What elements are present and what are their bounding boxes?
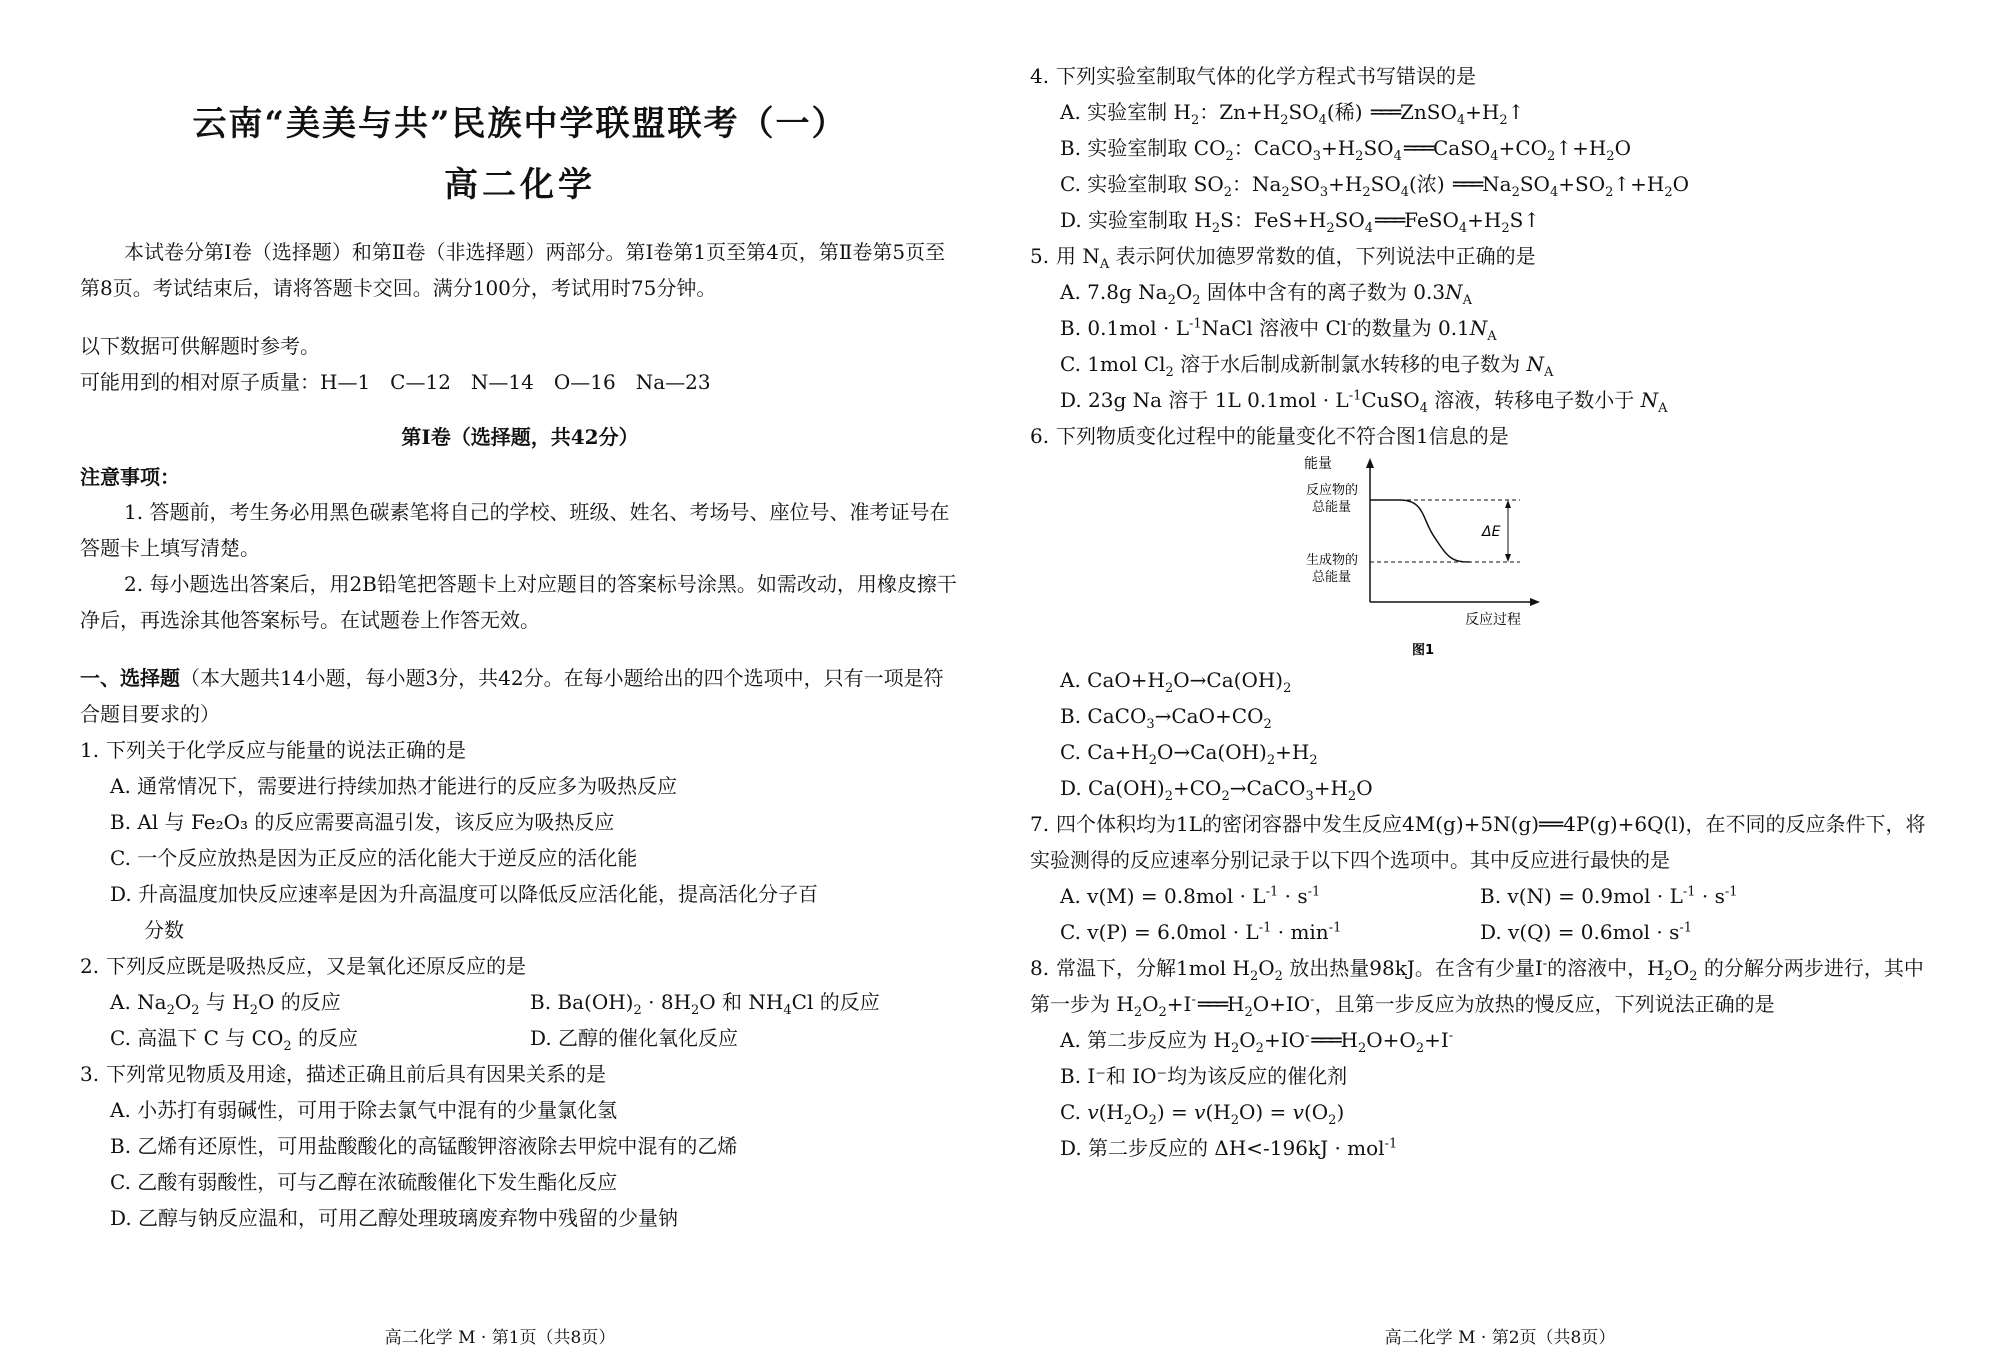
page-2 — [1000, 0, 2000, 1368]
reactant-label: 总能量 — [1312, 500, 1352, 515]
option-c: C. $Ca+H_2O\to Ca(OH)_2+H_2$ — [1060, 740, 1318, 768]
question-1 — [80, 732, 960, 948]
x-axis-arrow-icon — [1530, 598, 1540, 606]
part-label: 一、选择题 — [80, 666, 180, 690]
question-stem — [80, 948, 960, 984]
option-c: C. 实验室制取 $SO_2$：$Na_2SO_3+H_2SO_4$(浓) ═══ $Na_2SO_4+SO_2↑+H_2O$ — [1060, 172, 1690, 200]
part-description: （本大题共14小题，每小题3分，共42分。在每小题给出的四个选项中，只有一项是符合题目要求的） — [80, 666, 944, 726]
option-a: A. $CaO+H_2O\to Ca(OH)_2$ — [1060, 668, 1292, 696]
option-row — [110, 1020, 960, 1056]
delta-e-label: ΔE — [1482, 524, 1501, 540]
page-footer: 高二化学 M · 第1页（共8页） — [384, 1328, 616, 1348]
option-text: 的反应需要高温引发，该反应为吸热反应 — [248, 810, 615, 834]
option-b: B. 实验室制取 $CO_2$：$CaCO_3+H_2SO_4$ ═══ $CaSO_4+CO_2↑+H_2O$ — [1060, 136, 1631, 164]
notice-heading: 注意事项： — [80, 465, 180, 489]
option-a: A. 通常情况下，需要进行持续加热才能进行的反应多为吸热反应 — [110, 774, 678, 798]
question-text: 下列常见物质及用途，描述正确且前后具有因果关系的是 — [106, 1062, 606, 1086]
option-c: C. 1mol $Cl_2$ 溶于水后制成新制氯水转移的电子数为 $N_A$ — [1060, 352, 1554, 380]
question-stem: 8. 常温下，分解1mol $H_2O_2$ 放出热量98kJ。在含有少量I-的溶液中，$H_2O_2$ 的分解分两步进行，其中第一步为 $H_2O_2+I^-$ ═══ $H_2O+IO^-$，且第一步反应为放热的慢反应，下列说法正确的是 — [1030, 950, 1940, 1022]
question-text: 四个体积均为1L的密闭容器中发生反应4M(g)+5N(g)══4P(g)+6Q(l)，在不同的反应条件下，将实验测得的反应速率分别记录于以下四个选项中。其中反应进行最快的是 — [1030, 812, 1926, 872]
option-row — [1060, 878, 1940, 914]
option-b: B. Al 与 Fe₂O₃ 的反应需要高温引发，该反应为吸热反应 — [110, 810, 615, 834]
option-d: D. $Ca(OH)_2+CO_2\to CaCO_3+H_2O$ — [1060, 776, 1373, 804]
question-stem — [1030, 806, 1940, 878]
option-b: B. $Ba(OH)_2 \cdot 8H_2O$ 和 $NH_4Cl$ 的反应 — [530, 990, 880, 1018]
question-stem — [1030, 418, 1940, 454]
atomic-masses: 可能用到的相对原子质量：H—1 C—12 N—14 O—16 Na—23 — [80, 370, 711, 394]
question-5 — [1030, 238, 1940, 418]
question-stem: 5. 用 $N_A$ 表示阿伏加德罗常数的值，下列说法中正确的是 — [1030, 238, 1940, 274]
exam-intro: 本试卷分第Ⅰ卷（选择题）和第Ⅱ卷（非选择题）两部分。第Ⅰ卷第1页至第4页，第Ⅱ卷第5页至第8页。考试结束后，请将答题卡交回。满分100分，考试用时75分钟。 — [80, 240, 946, 300]
notice-item-1: 1. 答题前，考生务必用黑色碳素笔将自己的学校、班级、姓名、考场号、座位号、准考证号在答题卡上填写清楚。 — [80, 500, 950, 560]
option-d: D. 升高温度加快反应速率是因为升高温度可以降低反应活化能，提高活化分子百 — [110, 882, 819, 906]
option-d: D. 实验室制取 $H_2S$：$FeS+H_2SO_4$ ═══ $FeSO_4+H_2S↑$ — [1060, 208, 1541, 236]
product-label: 生成物的 — [1306, 553, 1359, 568]
question-text: 下列关于化学反应与能量的说法正确的是 — [106, 738, 466, 762]
option-b: B. $0.1mol \cdot L^{-1}NaCl$ 溶液中 Cl-的数量为 $0.1N_A$ — [1060, 316, 1497, 344]
question-text: 下列物质变化过程中的能量变化不符合图1信息的是 — [1056, 424, 1509, 448]
question-number: 2. — [80, 954, 100, 978]
y-axis-label: 能量 — [1304, 456, 1332, 472]
option-c: C. 一个反应放热是因为正反应的活化能大于逆反应的活化能 — [110, 846, 638, 870]
question-6 — [1030, 418, 1940, 806]
section-heading: 第Ⅰ卷（选择题，共42分） — [401, 425, 639, 449]
part-one-header — [80, 660, 960, 732]
question-number: 3. — [80, 1062, 100, 1086]
option-row — [1060, 914, 1940, 950]
option-a: A. $v(M) = 0.8mol \cdot L^{-1} \cdot s^{-1}$ — [1060, 884, 1321, 908]
option-d-continued: 分数 — [144, 918, 184, 942]
question-number: 4. — [1030, 64, 1050, 88]
exam-subtitle: 高二化学 — [444, 165, 596, 205]
option-d: D. 乙醇与钠反应温和，可用乙醇处理玻璃废弃物中残留的少量钠 — [110, 1206, 679, 1230]
question-number: 8. — [1030, 956, 1050, 980]
question-stem — [1030, 58, 1940, 94]
reactant-label: 反应物的 — [1306, 483, 1359, 498]
option-d: D. 23g Na 溶于 1L $0.1mol \cdot L^{-1}CuSO_4$ 溶液，转移电子数小于 $N_A$ — [1060, 388, 1668, 416]
question-number: 6. — [1030, 424, 1050, 448]
option-b: B. $CaCO_3\to CaO+CO_2$ — [1060, 704, 1272, 732]
question-number: 5. — [1030, 244, 1050, 268]
question-number: 1. — [80, 738, 100, 762]
energy-curve — [1370, 500, 1470, 562]
question-8 — [1030, 950, 1940, 1166]
question-3 — [80, 1056, 960, 1236]
notice-item-2: 2. 每小题选出答案后，用2B铅笔把答题卡上对应题目的答案标号涂黑。如需改动，用橡皮擦干净后，再选涂其他答案标号。在试题卷上作答无效。 — [80, 572, 957, 632]
option-a: A. 实验室制 $H_2$：$Zn+H_2SO_4$(稀) ═══ $ZnSO_4+H_2↑$ — [1060, 100, 1525, 128]
figure-caption: 图1 — [1412, 643, 1435, 658]
option-a: A. 第二步反应为 $H_2O_2+IO^-$ ═══ $H_2O+O_2+I^-$ — [1060, 1028, 1454, 1056]
y-axis-arrow-icon — [1366, 458, 1374, 468]
question-2 — [80, 948, 960, 1056]
option-d: D. 第二步反应的 ΔH<-196kJ · mol$^{-1}$ — [1060, 1136, 1398, 1160]
question-7 — [1030, 806, 1940, 950]
arrow-up-icon — [1505, 500, 1511, 508]
question-stem — [80, 1056, 960, 1092]
question-stem — [80, 732, 960, 768]
arrow-down-icon — [1505, 554, 1511, 562]
product-label: 总能量 — [1312, 570, 1352, 585]
question-text: 下列反应既是吸热反应，又是氧化还原反应的是 — [106, 954, 526, 978]
option-b: B. I⁻和 IO⁻均为该反应的催化剂 — [1060, 1064, 1348, 1088]
option-b: B. $v(N) = 0.9mol \cdot L^{-1} \cdot s^{-1}$ — [1480, 884, 1738, 908]
option-c: C. 高温下 C 与 $CO_2$ 的反应 — [110, 1026, 359, 1054]
question-text: 下列实验室制取气体的化学方程式书写错误的是 — [1056, 64, 1476, 88]
option-row — [110, 984, 960, 1020]
reference-note: 以下数据可供解题时参考。 — [80, 334, 320, 358]
question-4 — [1030, 58, 1940, 238]
x-axis-label: 反应过程 — [1465, 612, 1521, 628]
energy-diagram — [1300, 456, 1540, 662]
page-footer: 高二化学 M · 第2页（共8页） — [1384, 1328, 1616, 1348]
option-a: A. 小苏打有弱碱性，可用于除去氯气中混有的少量氯化氢 — [110, 1098, 618, 1122]
question-number: 7. — [1030, 812, 1050, 836]
option-d: D. 乙醇的催化氧化反应 — [530, 1026, 739, 1050]
option-text: B. Al 与 Fe — [110, 810, 216, 834]
option-a: A. $Na_2O_2$ 与 $H_2O$ 的反应 — [110, 990, 341, 1018]
option-b: B. 乙烯有还原性，可用盐酸酸化的高锰酸钾溶液除去甲烷中混有的乙烯 — [110, 1134, 738, 1158]
option-c: C. 乙酸有弱酸性，可与乙醇在浓硫酸催化下发生酯化反应 — [110, 1170, 618, 1194]
option-d: D. $v(Q) = 0.6mol \cdot s^{-1}$ — [1480, 920, 1693, 944]
exam-title: 云南“美美与共”民族中学联盟联考（一） — [192, 104, 848, 144]
option-c: C. $v(H_2O_2) = v(H_2O) = v(O_2)$ — [1060, 1100, 1345, 1128]
option-a: A. 7.8g $Na_2O_2$ 固体中含有的离子数为 $0.3N_A$ — [1060, 280, 1472, 308]
option-c: C. $v(P) = 6.0mol \cdot L^{-1} \cdot \min^{-1}$ — [1060, 920, 1342, 944]
